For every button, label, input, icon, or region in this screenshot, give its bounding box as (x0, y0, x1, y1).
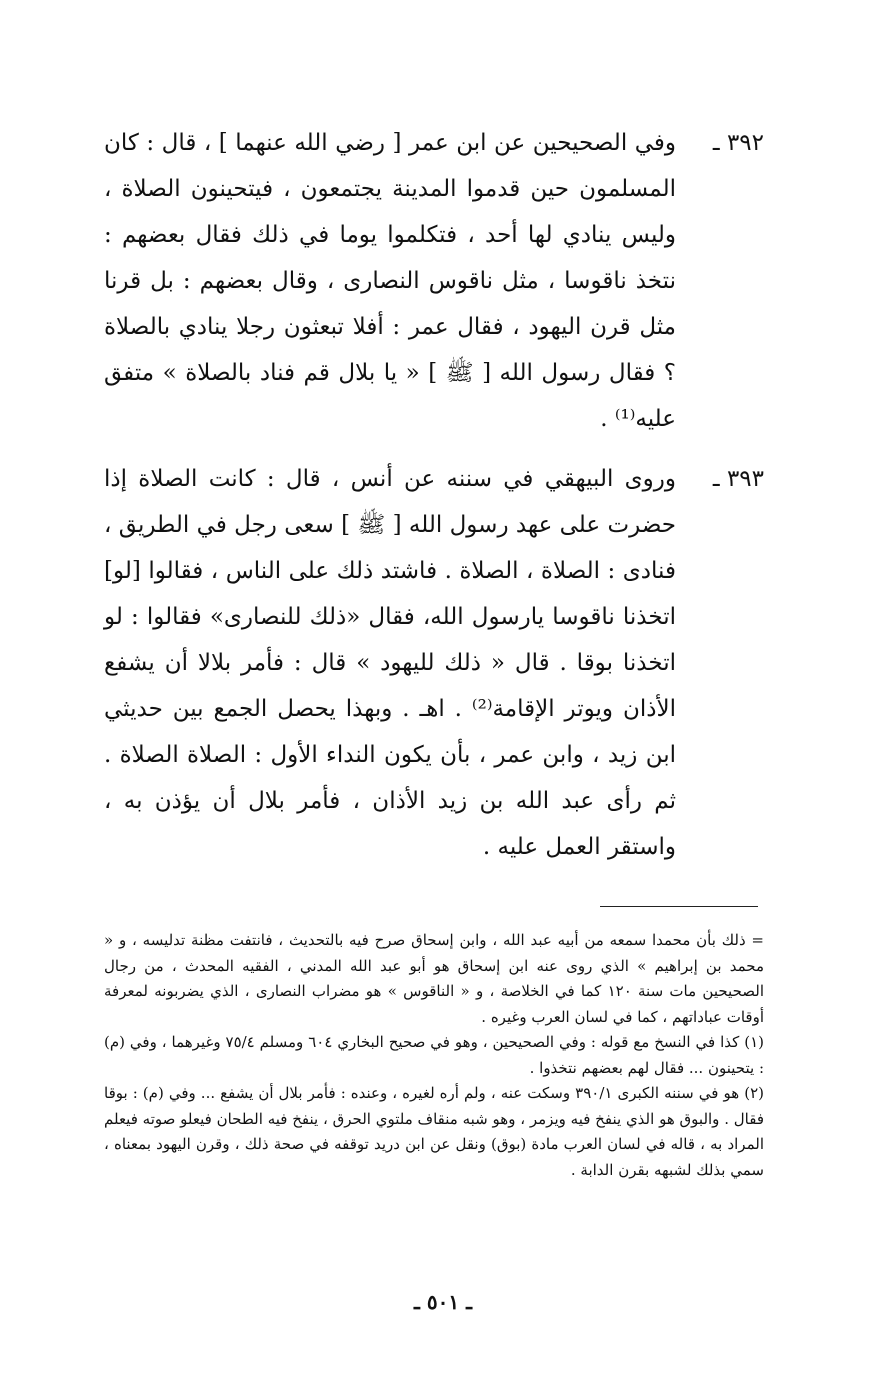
main-text (104, 120, 764, 884)
page-number: ـ ٥٠١ ـ (414, 1290, 472, 1314)
hadith-entry-392 (104, 120, 764, 442)
footnote-1: (١) كذا في النسخ مع قوله : وفي الصحيحين ، وهو في صحيح البخاري ٦٠٤ ومسلم ٧٥/٤ وغيرهما ، وفي (م) : يتحينون ... فقال لهم بعضهم نتخذوا . (104, 1033, 764, 1077)
footnote-2: (٢) هو في سننه الكبرى ٣٩٠/١ وسكت عنه ، ولم أره لغيره ، وعنده : فأمر بلال أن يشفع ... وفي (م) : بوقا فقال . والبوق هو الذي ينفخ فيه ويزمر ، وهو شبه منقاف ملتوي الحرق ، ينفخ فيه الطحان فيعلو صوته فيعلم المراد به ، قاله في لسان العرب مادة (بوق) ونقل عن ابن دريد توقفه في صحة ذلك ، وقرن اليهود بمعناه ، سمي بذلك لشبهه بقرن الدابة . (104, 1084, 764, 1179)
footnote-continued: = ذلك بأن محمدا سمعه من أبيه عبد الله ، وابن إسحاق صرح فيه بالتحديث ، فانتفت مظنة تدليسه ، و « محمد بن إبراهيم » الذي روى عنه ابن إسحاق هو أبو عبد الله المدني ، الفقيه المحدث ، من رجال الصحيحين مات سنة ١٢٠ كما في الخلاصة ، و « الناقوس » هو مضراب النصارى ، الذي يضربونه لمعرفة أوقات عباداتهم ، كما في لسان العرب وغيره . (104, 931, 764, 1026)
hadith-entry-393 (104, 456, 764, 870)
entry-number: ٣٩٢ ـ (712, 130, 764, 156)
entry-number: ٣٩٣ ـ (712, 466, 764, 492)
entry-text: وفي الصحيحين عن ابن عمر [ رضي الله عنهما ] ، قال : كان المسلمون حين قدموا المدينة يجتمعون ، فيتحينون الصلاة ، وليس ينادي لها أحد ، فتكلموا يوما في ذلك فقال بعضهم : نتخذ ناقوسا ، مثل ناقوس النصارى ، وقال بعضهم : بل قرنا مثل قرن اليهود ، فقال عمر : أفلا تبعثون رجلا ينادي بالصلاة ؟ فقال رسول الله [ ﷺ ] « يا بلال قم فناد بالصلاة » متفق عليه⁽¹⁾ . (104, 130, 676, 432)
footnotes (104, 928, 764, 1183)
footnote-separator (600, 906, 758, 907)
entry-text: وروى البيهقي في سننه عن أنس ، قال : كانت الصلاة إذا حضرت على عهد رسول الله [ ﷺ ] سعى رجل في الطريق ، فنادى : الصلاة ، الصلاة . فاشتد ذلك على الناس ، فقالوا [لو] اتخذنا ناقوسا يارسول الله، فقال «ذلك للنصارى» فقالوا : لو اتخذنا بوقا . قال « ذلك لليهود » قال : فأمر بلالا أن يشفع الأذان ويوتر الإقامة⁽²⁾ . اهـ . وبهذا يحصل الجمع بين حديثي ابن زيد ، وابن عمر ، بأن يكون النداء الأول : الصلاة الصلاة . ثم رأى عبد الله بن زيد الأذان ، فأمر بلال أن يؤذن به ، واستقر العمل عليه . (104, 466, 677, 860)
